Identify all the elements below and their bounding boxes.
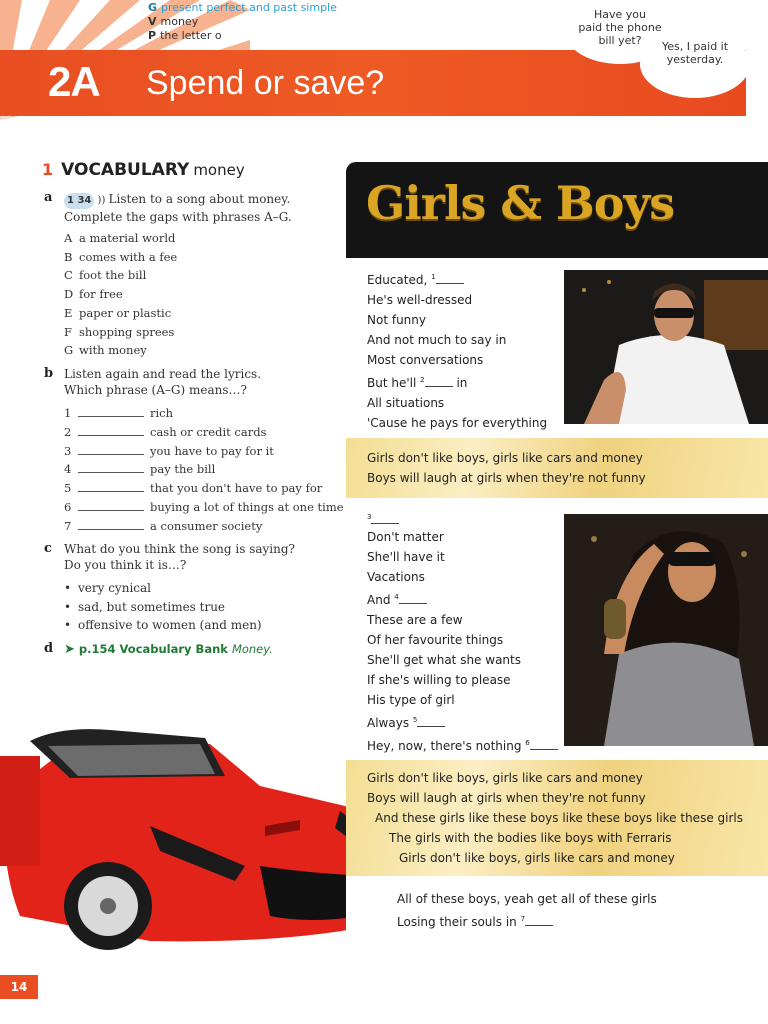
bullet-icon: •	[64, 618, 72, 632]
answer-blank[interactable]	[78, 462, 144, 473]
answer-blank[interactable]	[78, 481, 144, 492]
arrow-right-icon: ➤	[64, 642, 75, 657]
lyric-line: The girls with the bodies like boys with Ferraris	[389, 831, 672, 845]
woman-photo	[564, 514, 768, 746]
phrase-list	[64, 229, 177, 360]
lyric-line: Boys will laugh at girls when they're not funny	[367, 471, 646, 485]
list-item: 3 you have to pay for it	[64, 443, 274, 458]
list-item: • very cynical	[64, 579, 262, 598]
exercise-a-instructions: 1 34 )) Listen to a song about money. Complete the gaps with phrases A–G.	[64, 192, 292, 224]
list-item: E paper or plastic	[64, 305, 172, 320]
chorus-2	[367, 768, 743, 868]
list-item: B comes with a fee	[64, 249, 178, 264]
lyric-line: Hey, now, there's nothing $^6$	[367, 733, 558, 756]
outro	[397, 889, 657, 932]
section-heading: 1 VOCABULARY money	[42, 160, 245, 180]
lyric-line: If she's willing to please	[367, 673, 511, 687]
list-item: • offensive to women (and men)	[64, 616, 262, 635]
exercise-d-letter: d	[44, 641, 54, 656]
lyric-line: Don't matter	[367, 530, 444, 544]
verse-2	[367, 507, 558, 756]
lyric-line: And not much to say in	[367, 333, 507, 347]
bullet-icon: •	[64, 581, 72, 595]
unit-title: Spend or save?	[146, 64, 385, 102]
meaning-list	[64, 404, 344, 536]
vocabulary-bank-link[interactable]: ➤ p.154 Vocabulary Bank Money.	[64, 642, 273, 657]
lyric-line: Girls don't like boys, girls like cars and money	[367, 451, 643, 465]
chorus-1	[367, 448, 646, 488]
list-item: 7 a consumer society	[64, 518, 263, 533]
lyric-line: Vacations	[367, 570, 425, 584]
lyric-line: He's well-dressed	[367, 293, 473, 307]
list-item: 5 that you don't have to pay for	[64, 481, 323, 496]
lyric-line: Educated, $^1$	[367, 267, 547, 290]
lyric-line: Boys will laugh at girls when they're not funny	[367, 791, 646, 805]
gap-blank[interactable]	[399, 593, 427, 604]
red-sports-car-image	[0, 716, 400, 961]
answer-blank[interactable]	[78, 406, 144, 417]
list-item: 4 pay the bill	[64, 462, 216, 477]
exercise-a-letter: a	[44, 190, 53, 205]
lyric-line: Not funny	[367, 313, 426, 327]
song-title: Girls & Boys	[366, 176, 675, 230]
lyric-line: His type of girl	[367, 693, 455, 707]
unit-number: 2A	[48, 58, 100, 105]
lesson-topics	[148, 1, 337, 43]
bullet-icon: •	[64, 599, 72, 614]
lyric-line: She'll have it	[367, 550, 445, 564]
lyric-line: Girls don't like boys, girls like cars and money	[367, 771, 643, 785]
gap-blank[interactable]	[425, 376, 453, 387]
exercise-b-instructions: Listen again and read the lyrics. Which phrase (A–G) means…?	[64, 367, 262, 397]
list-item: A a material world	[64, 231, 176, 245]
gap-blank[interactable]	[417, 716, 445, 727]
topic-pronunciation: P the letter o	[148, 29, 222, 42]
gap-blank[interactable]	[525, 915, 553, 926]
lyric-line: All situations	[367, 396, 445, 410]
exercise-c-letter: c	[44, 541, 52, 556]
lyric-line: 'Cause he pays for everything	[367, 416, 548, 430]
verse-1	[367, 267, 547, 433]
topic-vocabulary: V money	[148, 15, 199, 28]
audio-track-icon[interactable]: 1 34	[64, 193, 94, 209]
lyric-line: And these girls like these boys like these boys like these girls	[375, 811, 743, 825]
man-photo	[564, 270, 768, 424]
lyric-line: Of her favourite things	[367, 633, 504, 647]
answer-blank[interactable]	[78, 500, 144, 511]
lyric-line: But he'll $^2$ in	[367, 376, 468, 390]
lyric-line: She'll get what she wants	[367, 653, 521, 667]
gap-blank[interactable]	[436, 273, 464, 284]
opinion-options	[64, 579, 262, 635]
list-item: G with money	[64, 343, 147, 358]
lyric-line: All of these boys, yeah get all of these girls	[397, 892, 657, 906]
exercise-c-instructions: What do you think the song is saying? Do you think it is…?	[64, 542, 295, 572]
list-item: • sad, but sometimes true	[64, 598, 262, 617]
topic-grammar: G present perfect and past simple	[148, 1, 337, 14]
exercise-b-letter: b	[44, 366, 54, 381]
lyric-line: And $^4$	[367, 587, 558, 610]
lyric-line: Most conversations	[367, 353, 484, 367]
answer-blank[interactable]	[78, 425, 144, 436]
lyric-line: Losing their souls in $^7$	[397, 909, 657, 932]
list-item: F shopping sprees	[64, 324, 175, 339]
list-item: 6 buying a lot of things at one time	[64, 499, 344, 514]
list-item: D for free	[64, 287, 123, 302]
answer-blank[interactable]	[78, 444, 144, 455]
speech-bubble-question: Have you paid the phone bill yet?	[566, 2, 674, 64]
list-item: C foot the bill	[64, 268, 147, 283]
answer-blank[interactable]	[78, 519, 144, 530]
gap-blank[interactable]	[371, 513, 399, 524]
lyric-line: 3	[367, 507, 558, 527]
list-item: 1 rich	[64, 406, 174, 420]
lyric-line: Girls don't like boys, girls like cars and money	[399, 851, 675, 865]
gap-blank[interactable]	[530, 739, 558, 750]
page-number: 14	[0, 975, 38, 999]
lyric-line: Always $^5$	[367, 710, 558, 733]
speech-bubble-answer: Yes, I paid it yesterday.	[640, 30, 750, 98]
list-item: 2 cash or credit cards	[64, 424, 267, 439]
lyric-line: These are a few	[367, 613, 463, 627]
